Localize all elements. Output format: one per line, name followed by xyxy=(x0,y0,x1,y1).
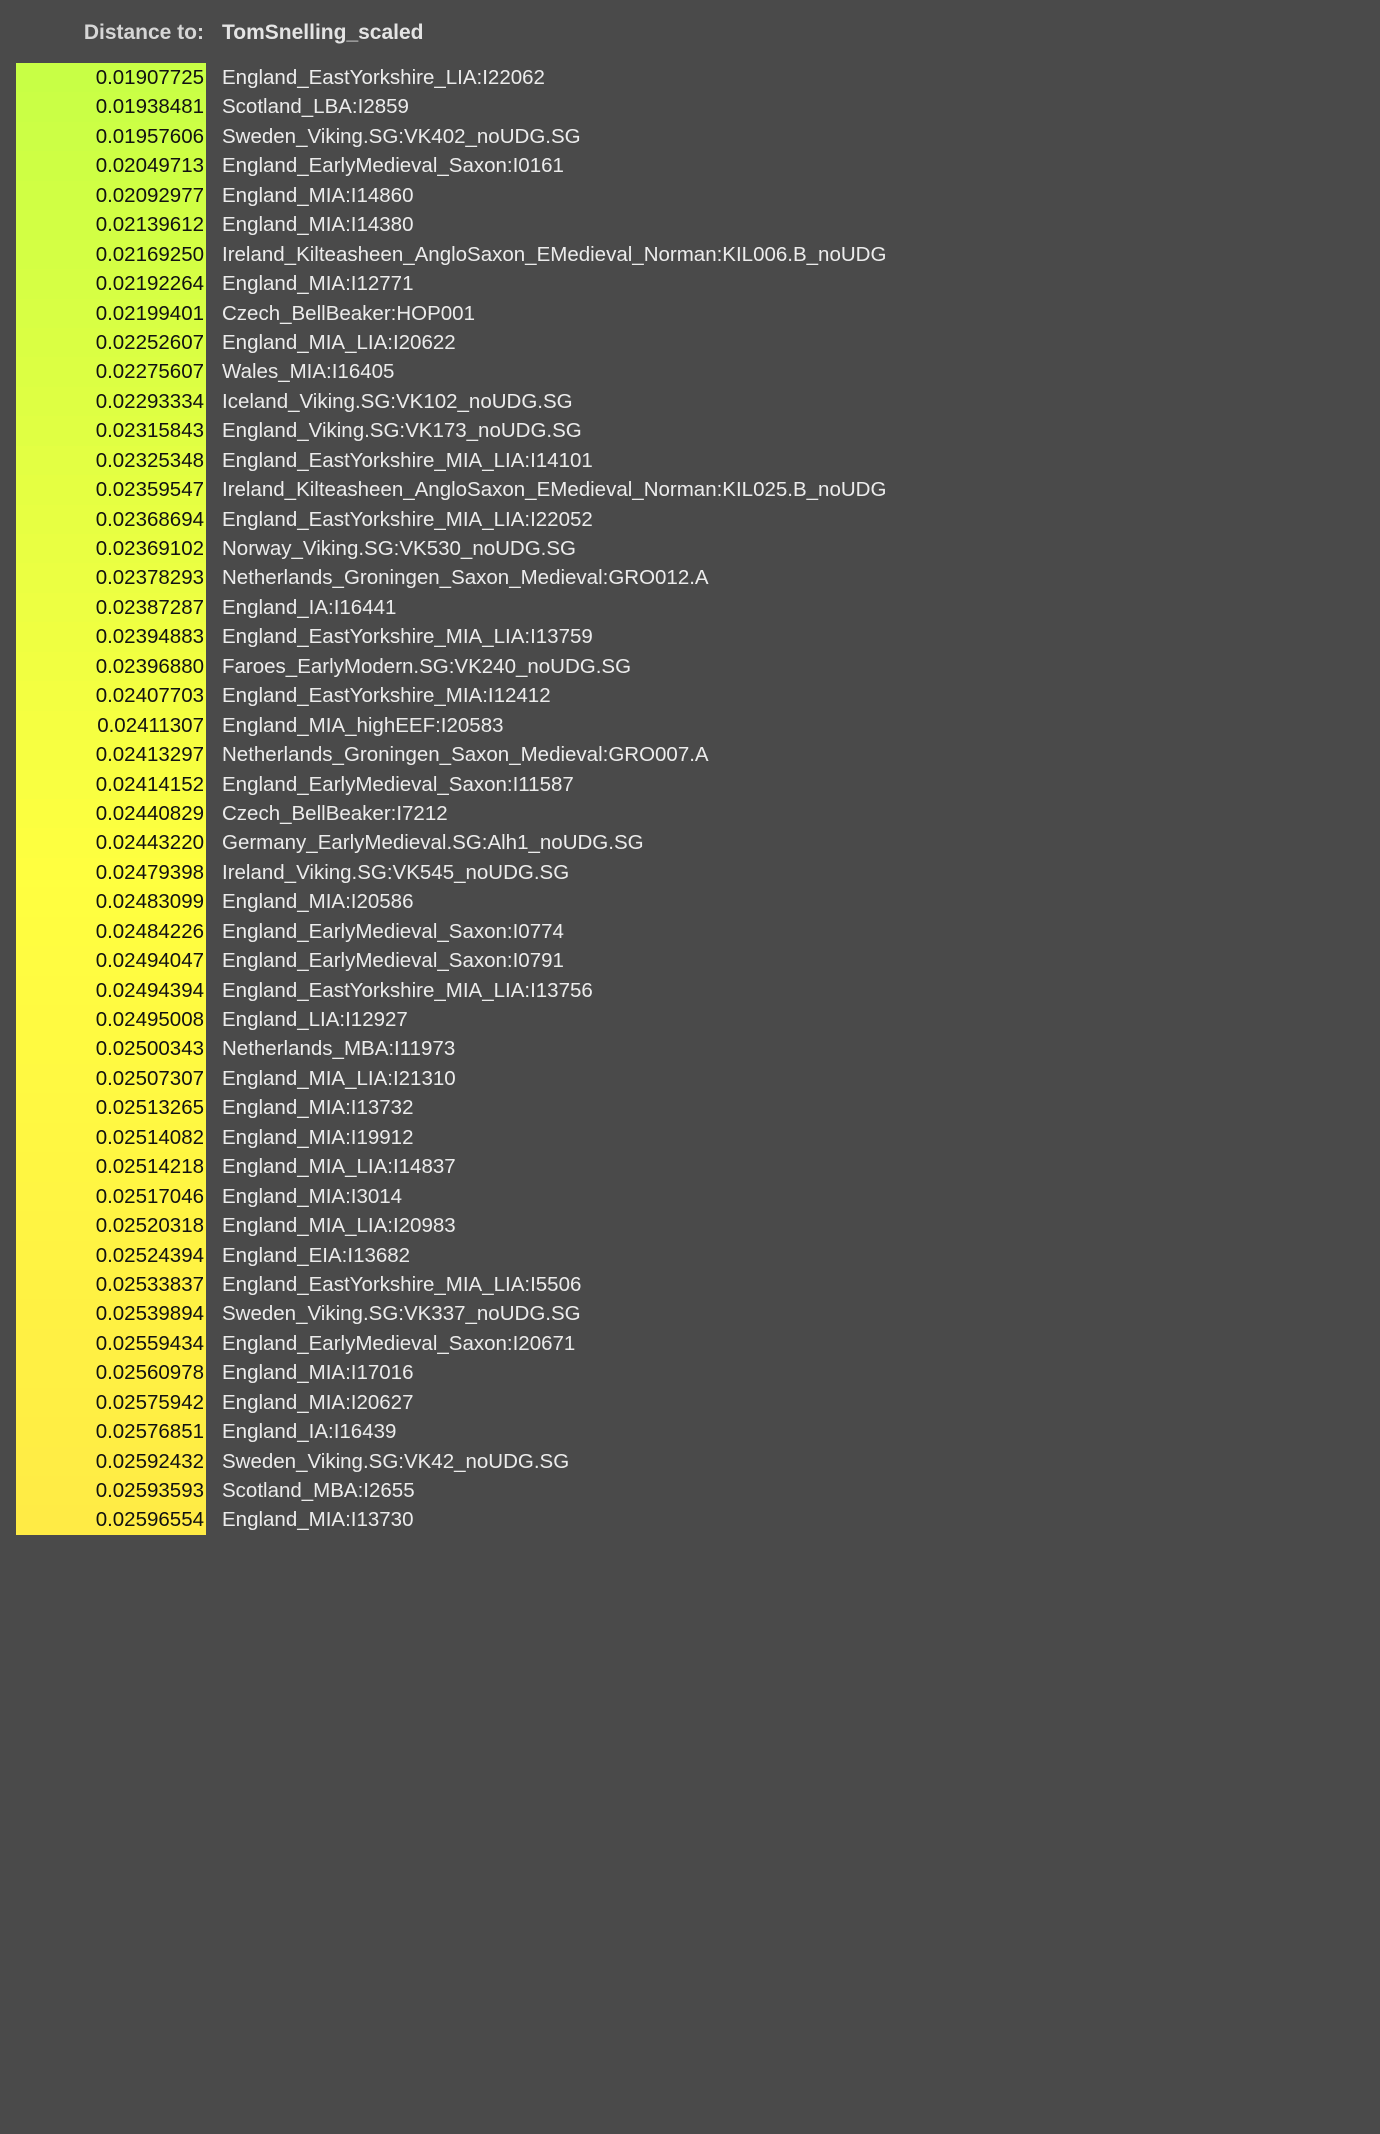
sample-name: Sweden_Viking.SG:VK337_noUDG.SG xyxy=(222,1302,581,1326)
sample-name: Sweden_Viking.SG:VK402_noUDG.SG xyxy=(222,124,581,148)
distance-value: 0.01938481 xyxy=(16,92,206,121)
table-row xyxy=(0,505,1014,534)
table-row xyxy=(0,269,1014,298)
sample-name: Czech_BellBeaker:HOP001 xyxy=(222,301,475,325)
sample-name: England_EarlyMedieval_Saxon:I0161 xyxy=(222,154,564,178)
sample-name: England_MIA_LIA:I20983 xyxy=(222,1214,456,1238)
table-row xyxy=(0,151,1014,180)
distance-value: 0.02559434 xyxy=(16,1329,206,1358)
table-row xyxy=(0,1152,1014,1181)
sample-name: England_MIA:I17016 xyxy=(222,1361,414,1385)
sample-name: England_EarlyMedieval_Saxon:I0774 xyxy=(222,919,564,943)
table-row xyxy=(0,1241,1014,1270)
distance-results-table xyxy=(0,63,1014,1535)
sample-name: England_MIA:I14380 xyxy=(222,213,414,237)
table-row xyxy=(0,681,1014,710)
sample-name: Netherlands_Groningen_Saxon_Medieval:GRO012.A xyxy=(222,566,709,590)
table-row xyxy=(0,1505,1014,1534)
distance-value: 0.02514082 xyxy=(16,1123,206,1152)
sample-name: Ireland_Kilteasheen_AngloSaxon_EMedieval_Norman:KIL025.B_noUDG xyxy=(222,478,887,502)
sample-name: Iceland_Viking.SG:VK102_noUDG.SG xyxy=(222,389,573,413)
table-row xyxy=(0,1005,1014,1034)
table-row xyxy=(0,1064,1014,1093)
table-row xyxy=(0,1211,1014,1240)
distance-value: 0.02494394 xyxy=(16,976,206,1005)
distance-value: 0.02293334 xyxy=(16,387,206,416)
distance-value: 0.02593593 xyxy=(16,1476,206,1505)
distance-value: 0.01957606 xyxy=(16,122,206,151)
distance-value: 0.02049713 xyxy=(16,151,206,180)
sample-name: England_EastYorkshire_MIA_LIA:I14101 xyxy=(222,448,593,472)
table-row xyxy=(0,534,1014,563)
distance-value: 0.02495008 xyxy=(16,1005,206,1034)
distance-value: 0.02533837 xyxy=(16,1270,206,1299)
table-row xyxy=(0,210,1014,239)
sample-name: England_MIA:I20586 xyxy=(222,890,414,914)
distance-value: 0.02576851 xyxy=(16,1417,206,1446)
table-row xyxy=(0,887,1014,916)
table-row xyxy=(0,446,1014,475)
table-row xyxy=(0,1034,1014,1063)
table-row xyxy=(0,946,1014,975)
distance-value: 0.02359547 xyxy=(16,475,206,504)
sample-name: England_EastYorkshire_MIA_LIA:I13756 xyxy=(222,978,593,1002)
table-row xyxy=(0,711,1014,740)
distance-value: 0.02484226 xyxy=(16,917,206,946)
table-row xyxy=(0,357,1014,386)
distance-value: 0.02592432 xyxy=(16,1447,206,1476)
distance-value: 0.02368694 xyxy=(16,505,206,534)
sample-name: Netherlands_Groningen_Saxon_Medieval:GRO007.A xyxy=(222,743,709,767)
distance-value: 0.02378293 xyxy=(16,563,206,592)
sample-name: England_MIA:I12771 xyxy=(222,272,414,296)
table-row xyxy=(0,858,1014,887)
sample-name: England_MIA_highEEF:I20583 xyxy=(222,713,504,737)
table-row xyxy=(0,740,1014,769)
table-row xyxy=(0,976,1014,1005)
table-row xyxy=(0,1388,1014,1417)
table-row xyxy=(0,328,1014,357)
distance-value: 0.01907725 xyxy=(16,63,206,92)
distance-value: 0.02507307 xyxy=(16,1064,206,1093)
sample-name: England_EarlyMedieval_Saxon:I0791 xyxy=(222,949,564,973)
sample-name: England_MIA:I19912 xyxy=(222,1125,414,1149)
table-row xyxy=(0,122,1014,151)
table-row xyxy=(0,1299,1014,1328)
distance-value: 0.02325348 xyxy=(16,446,206,475)
table-row xyxy=(0,1476,1014,1505)
table-row xyxy=(0,563,1014,592)
sample-name: England_MIA:I14860 xyxy=(222,183,414,207)
sample-name: Czech_BellBeaker:I7212 xyxy=(222,801,448,825)
sample-name: England_EastYorkshire_MIA:I12412 xyxy=(222,684,551,708)
table-row xyxy=(0,181,1014,210)
results-header xyxy=(0,18,1014,48)
sample-name: England_MIA:I13732 xyxy=(222,1096,414,1120)
table-row xyxy=(0,1447,1014,1476)
sample-name: England_MIA_LIA:I20622 xyxy=(222,330,456,354)
distance-value: 0.02315843 xyxy=(16,416,206,445)
sample-name: England_IA:I16439 xyxy=(222,1420,397,1444)
table-row xyxy=(0,828,1014,857)
target-sample-name: TomSnelling_scaled xyxy=(222,21,424,44)
sample-name: England_MIA:I13730 xyxy=(222,1508,414,1532)
table-row xyxy=(0,387,1014,416)
distance-value: 0.02520318 xyxy=(16,1211,206,1240)
sample-name: Ireland_Kilteasheen_AngloSaxon_EMedieval_Norman:KIL006.B_noUDG xyxy=(222,242,887,266)
table-row xyxy=(0,416,1014,445)
distance-value: 0.02252607 xyxy=(16,328,206,357)
distance-value: 0.02483099 xyxy=(16,887,206,916)
distance-value: 0.02394883 xyxy=(16,622,206,651)
sample-name: England_EarlyMedieval_Saxon:I11587 xyxy=(222,772,574,796)
table-row xyxy=(0,92,1014,121)
sample-name: England_EarlyMedieval_Saxon:I20671 xyxy=(222,1331,576,1355)
table-row xyxy=(0,917,1014,946)
distance-value: 0.02560978 xyxy=(16,1358,206,1387)
distance-value: 0.02596554 xyxy=(16,1505,206,1534)
table-row xyxy=(0,1270,1014,1299)
distance-value: 0.02092977 xyxy=(16,181,206,210)
table-row xyxy=(0,1123,1014,1152)
table-row xyxy=(0,1358,1014,1387)
distance-value: 0.02169250 xyxy=(16,240,206,269)
distance-value: 0.02500343 xyxy=(16,1034,206,1063)
distance-value: 0.02387287 xyxy=(16,593,206,622)
distance-value: 0.02414152 xyxy=(16,770,206,799)
distance-value: 0.02192264 xyxy=(16,269,206,298)
sample-name: Scotland_LBA:I2859 xyxy=(222,95,409,119)
sample-name: England_MIA:I20627 xyxy=(222,1390,414,1414)
table-row xyxy=(0,799,1014,828)
sample-name: Scotland_MBA:I2655 xyxy=(222,1479,415,1502)
distance-value: 0.02369102 xyxy=(16,534,206,563)
sample-name: England_MIA_LIA:I21310 xyxy=(222,1066,456,1090)
table-row xyxy=(0,652,1014,681)
sample-name: England_MIA_LIA:I14837 xyxy=(222,1155,456,1179)
table-row xyxy=(0,475,1014,504)
table-row xyxy=(0,770,1014,799)
table-row xyxy=(0,593,1014,622)
sample-name: Germany_EarlyMedieval.SG:Alh1_noUDG.SG xyxy=(222,831,644,855)
distance-value: 0.02517046 xyxy=(16,1182,206,1211)
table-row xyxy=(0,240,1014,269)
table-row xyxy=(0,299,1014,328)
sample-name: England_EastYorkshire_LIA:I22062 xyxy=(222,66,545,89)
table-row xyxy=(0,1417,1014,1446)
sample-name: Sweden_Viking.SG:VK42_noUDG.SG xyxy=(222,1449,570,1473)
sample-name: Netherlands_MBA:I11973 xyxy=(222,1037,456,1061)
distance-value: 0.02479398 xyxy=(16,858,206,887)
distance-value: 0.02494047 xyxy=(16,946,206,975)
distance-value: 0.02396880 xyxy=(16,652,206,681)
distance-value: 0.02443220 xyxy=(16,828,206,857)
distance-value: 0.02275607 xyxy=(16,357,206,386)
sample-name: England_IA:I16441 xyxy=(222,595,397,619)
distance-value: 0.02514218 xyxy=(16,1152,206,1181)
distance-value: 0.02413297 xyxy=(16,740,206,769)
sample-name: Ireland_Viking.SG:VK545_noUDG.SG xyxy=(222,860,570,884)
sample-name: England_MIA:I3014 xyxy=(222,1184,403,1208)
distance-value: 0.02575942 xyxy=(16,1388,206,1417)
table-row xyxy=(0,1182,1014,1211)
sample-name: Faroes_EarlyModern.SG:VK240_noUDG.SG xyxy=(222,654,632,678)
sample-name: Wales_MIA:I16405 xyxy=(222,360,395,384)
distance-value: 0.02539894 xyxy=(16,1299,206,1328)
distance-value: 0.02199401 xyxy=(16,299,206,328)
distance-value: 0.02513265 xyxy=(16,1093,206,1122)
table-row xyxy=(0,1329,1014,1358)
sample-name: Norway_Viking.SG:VK530_noUDG.SG xyxy=(222,537,576,560)
table-row xyxy=(0,622,1014,651)
table-row xyxy=(0,1093,1014,1122)
table-row xyxy=(0,63,1014,92)
sample-name: England_EastYorkshire_MIA_LIA:I22052 xyxy=(222,507,593,531)
distance-to-label: Distance to: xyxy=(83,21,204,44)
distance-value: 0.02411307 xyxy=(16,711,206,740)
distance-value: 0.02524394 xyxy=(16,1241,206,1270)
sample-name: England_Viking.SG:VK173_noUDG.SG xyxy=(222,419,582,443)
sample-name: England_EastYorkshire_MIA_LIA:I5506 xyxy=(222,1272,582,1296)
sample-name: England_EIA:I13682 xyxy=(222,1243,411,1267)
distance-value: 0.02139612 xyxy=(16,210,206,239)
sample-name: England_EastYorkshire_MIA_LIA:I13759 xyxy=(222,625,593,649)
distance-value: 0.02440829 xyxy=(16,799,206,828)
sample-name: England_LIA:I12927 xyxy=(222,1008,408,1031)
distance-value: 0.02407703 xyxy=(16,681,206,710)
